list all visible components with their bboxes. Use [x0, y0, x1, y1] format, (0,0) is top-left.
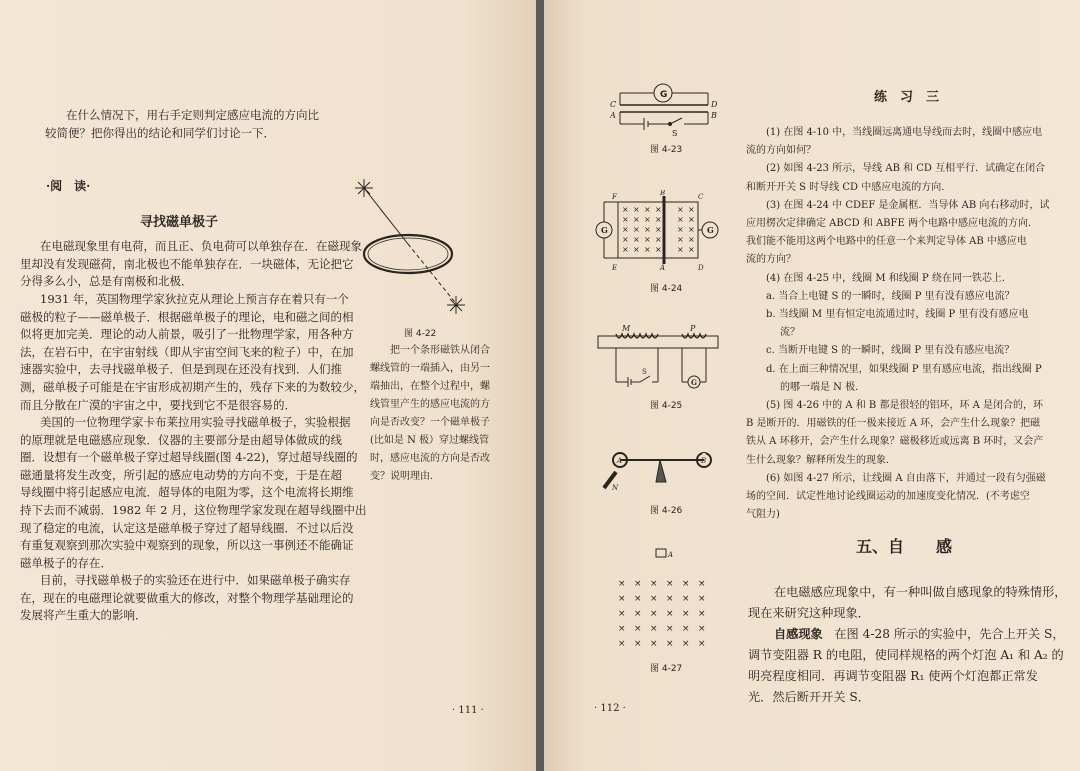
field-x-mark: ×: [622, 225, 629, 234]
reading-label: ·阅 读·: [46, 179, 91, 193]
field-x-mark: ×: [622, 205, 629, 214]
field-x-mark: ×: [634, 609, 642, 619]
figure-4-23-caption: 图 4-23: [650, 145, 683, 155]
book-gutter: [536, 0, 544, 771]
field-x-mark: ×: [650, 639, 658, 649]
label-a: A: [668, 551, 674, 559]
text-line: 变？说明理由．: [370, 471, 440, 482]
field-x-mark: ×: [688, 225, 695, 234]
text-line: 螺线管的一端插入，由另一: [370, 363, 490, 374]
label-c: C: [698, 193, 704, 201]
field-x-mark: ×: [634, 579, 642, 589]
right-page: [544, 0, 1080, 771]
section-title: 五、自 感: [856, 537, 953, 556]
field-x-mark: ×: [688, 215, 695, 224]
field-x-mark: ×: [655, 245, 662, 254]
text-line: 铁从 A 环移开，会产生什么现象？磁极移近或远离 B 环时，又会产: [746, 436, 1044, 448]
text-line: 在，现在的电磁理论就要做重大的修改，对整个物理学基础理论的: [20, 590, 354, 605]
text-line: 较简便？把你得出的结论和同学们讨论一下．: [45, 125, 275, 140]
text-line: B 是断开的．用磁铁的任一极来接近 A 环，会产生什么现象？把磁: [746, 418, 1041, 430]
text-line: 在什么情况下，用右手定则判定感应电流的方向比: [66, 108, 319, 122]
figure-4-24-frame: [594, 190, 720, 272]
label-g: G: [691, 378, 697, 387]
field-x-mark: ×: [677, 245, 684, 254]
field-x-mark: ×: [650, 609, 658, 619]
switch-s-icon: [640, 376, 650, 382]
field-x-mark: ×: [622, 245, 629, 254]
superconducting-ring: [364, 235, 452, 273]
exercise-title: 练 习 三: [874, 90, 940, 105]
text-line: 磁极的粒子——磁单极子．根据磁单极子的理论，电和磁之间的相: [20, 309, 354, 324]
label-a: A: [617, 457, 623, 465]
text-line: 分得多么小，总是有南极和北极．: [20, 274, 193, 289]
field-x-mark: ×: [644, 205, 651, 214]
field-x-mark: ×: [666, 609, 674, 619]
text-line: 持下去而不减弱．1982 年 2 月，这位物理学家发现在超导线圈中出: [20, 502, 367, 517]
field-x-mark: ×: [682, 609, 690, 619]
intro-question: [45, 107, 326, 142]
field-x-mark: ×: [644, 215, 651, 224]
figure-4-25-caption: 图 4-25: [650, 401, 683, 411]
page-number: · 112 ·: [594, 703, 626, 714]
label-g: G: [707, 225, 714, 235]
self-induction-intro: [748, 582, 1067, 624]
text-line: (5) 图 4-26 中的 A 和 B 都是很轻的铝环，环 A 是闭合的，环: [766, 400, 1044, 412]
figure-4-27-falling-coil: [614, 546, 714, 656]
text-line: a. 当合上电键 S 的一瞬时，线圈 P 里有没有感应电流？: [766, 290, 1015, 302]
label-s: S: [672, 129, 678, 138]
text-line: 法，在岩石中，在宇宙射线（即从宇宙空间飞来的粒子）中，在加: [20, 344, 354, 359]
figure-4-22-monopole-diagram: [348, 172, 468, 322]
field-x-mark: ×: [666, 639, 674, 649]
field-x-mark: ×: [655, 225, 662, 234]
magnetic-field-marks: [618, 579, 706, 649]
text-line: 调节变阻器 R 的电阻，使同样规格的两个灯泡 A₁ 和 A₂ 的: [748, 648, 1064, 662]
pivot-stand: [656, 460, 666, 482]
field-x-mark: ×: [688, 205, 695, 214]
field-x-mark: ×: [634, 594, 642, 604]
field-x-mark: ×: [698, 594, 706, 604]
text-line: 端抽出，在整个过程中，螺: [370, 381, 490, 392]
left-page: [0, 0, 536, 771]
text-line: 明亮程度相同．再调节变阻器 R₁ 使两个灯泡都正常发: [748, 669, 1038, 683]
label-a: A: [610, 111, 616, 120]
text-line: 线管里产生的感应电流的方: [370, 399, 490, 410]
text-line: 我们能不能用这两个电路中的任意一个来判定导体 AB 中感应电: [746, 236, 1027, 248]
text-line: (2) 如图 4-23 所示，导线 AB 和 CD 互相平行．试确定在闭合: [766, 163, 1046, 175]
label-g: G: [660, 90, 668, 100]
figure-4-25-coils: [594, 322, 724, 394]
text-line: 光．然后断开开关 S．: [748, 690, 870, 704]
field-x-mark: ×: [650, 579, 658, 589]
article-paragraph-1: [20, 238, 362, 291]
field-x-mark: ×: [698, 639, 706, 649]
field-x-mark: ×: [677, 215, 684, 224]
self-induction-paragraph: [748, 624, 1065, 708]
field-x-mark: ×: [634, 639, 642, 649]
text-line: d. 在上面三种情况里，如果线圈 P 里有感应电流，指出线圈 P: [766, 363, 1042, 375]
label-m: M: [622, 324, 631, 333]
text-line: 有重复观察到那次实验中观察到的现象，所以这一事例还不能确证: [20, 538, 354, 553]
field-x-mark: ×: [698, 579, 706, 589]
text-line: (3) 在图 4-24 中 CDEF 是金属框．当导体 AB 向右移动时，试: [766, 199, 1050, 211]
field-x-mark: ×: [698, 624, 706, 634]
label-b: B: [711, 111, 717, 120]
field-x-mark: ×: [666, 579, 674, 589]
label-g: G: [601, 225, 608, 235]
article-paragraph-4: [20, 572, 354, 625]
text-line: (4) 在图 4-25 中，线圈 M 和线圈 P 绕在同一铁芯上．: [766, 272, 1012, 284]
sidebar-question: [370, 342, 490, 486]
field-x-mark: ×: [618, 594, 626, 604]
text-line: 向是否改变？一个磁单极子: [370, 417, 490, 428]
text-line: 现了稳定的电流，认定这是磁单极子穿过了超导线圈．不过以后没: [20, 520, 354, 535]
label-e: E: [612, 264, 618, 272]
switch-s-icon: [670, 118, 682, 124]
field-x-mark: ×: [618, 639, 626, 649]
text-line: 测，磁单极子可能是在宇宙形成初期产生的，残存下来的为数较少，: [20, 379, 365, 394]
figure-4-27-caption: 图 4-27: [650, 664, 683, 674]
text-line: 磁通量将发生改变，所引起的感应电动势的方向不变，于是在超: [20, 467, 342, 482]
field-x-mark: ×: [688, 235, 695, 244]
label-p: P: [690, 324, 696, 333]
text-line: 的原理就是电磁感应现象．仪器的主要部分是由超导体做成的线: [20, 432, 342, 447]
text-line: (6) 如图 4-27 所示，让线圈 A 自由落下，并通过一段有匀强磁: [766, 472, 1046, 484]
field-x-mark: ×: [644, 245, 651, 254]
field-x-mark: ×: [618, 579, 626, 589]
field-x-mark: ×: [682, 594, 690, 604]
figure-4-26-caption: 图 4-26: [650, 506, 683, 516]
text-line: 在电磁现象里有电荷，而且正、负电荷可以单独存在．在磁现象: [40, 239, 362, 253]
text-line: 气阻力): [746, 509, 780, 521]
field-x-mark: ×: [682, 639, 690, 649]
field-x-mark: ×: [644, 225, 651, 234]
field-x-mark: ×: [633, 205, 640, 214]
field-x-mark: ×: [677, 205, 684, 214]
text-line: 圈．设想有一个磁单极子穿过超导线圈(图 4-22)，穿过超导线圈的: [20, 450, 358, 465]
text-line: 流？: [780, 327, 800, 339]
field-x-mark: ×: [666, 594, 674, 604]
field-x-mark: ×: [650, 624, 658, 634]
field-x-mark: ×: [634, 624, 642, 634]
text-line: 现在来研究这种现象．: [748, 606, 870, 620]
text-line: 发展将产生重大的影响．: [20, 608, 147, 623]
label-a: A: [660, 264, 666, 272]
text-line: c. 当断开电键 S 的一瞬时，线圈 P 里有没有感应电流？: [766, 345, 1015, 357]
figure-4-26-rings: [600, 442, 722, 498]
text-line: 生什么现象？解释所发生的现象．: [746, 454, 896, 466]
field-x-mark: ×: [655, 205, 662, 214]
text-line: 似将更加完美．理论的动人前景，吸引了一批物理学家，用各种方: [20, 327, 354, 342]
field-x-mark: ×: [633, 235, 640, 244]
field-x-mark: ×: [633, 215, 640, 224]
text-line: 场的空间．试定性地讨论线圈运动的加速度变化情况．(不考虑空: [746, 491, 1030, 503]
field-x-mark: ×: [688, 245, 695, 254]
coil-a: [656, 549, 666, 557]
field-x-mark: ×: [622, 215, 629, 224]
text-line: (比如是 N 极）穿过螺线管: [370, 435, 490, 446]
text-line: 流的方向？: [746, 254, 796, 266]
magnetic-field-marks: [622, 205, 695, 254]
label-n: N: [612, 484, 619, 492]
field-x-mark: ×: [622, 235, 629, 244]
label-b: B: [660, 190, 666, 197]
field-x-mark: ×: [677, 225, 684, 234]
label-d: D: [711, 100, 718, 109]
text-line: 而且分散在广漠的宇宙之中，要找到它不是很容易的．: [20, 397, 296, 412]
article-paragraph-3: [20, 414, 367, 572]
field-x-mark: ×: [644, 235, 651, 244]
figure-4-22-caption: 图 4-22: [404, 329, 437, 339]
text-line: 目前，寻找磁单极子的实验还在进行中．如果磁单极子确实存: [40, 573, 351, 587]
text-line: 磁单极子的存在．: [20, 555, 112, 570]
text-line: 里却没有发现磁荷，南北极也不能单独存在．一块磁体，无论把它: [20, 256, 354, 271]
label-b: B: [701, 457, 707, 465]
exercise-list: [746, 124, 1049, 524]
term-self-induction: 自感现象: [774, 627, 823, 641]
text-line: 在电磁感应现象中，有一种叫做自感现象的特殊情形，: [774, 585, 1067, 599]
field-x-mark: ×: [633, 225, 640, 234]
field-x-mark: ×: [655, 235, 662, 244]
field-x-mark: ×: [618, 624, 626, 634]
label-d: D: [698, 264, 704, 272]
text-line: 和断开开关 S 时导线 CD 中感应电流的方向．: [746, 181, 952, 193]
label-s: S: [642, 368, 647, 376]
text-line: 应用楞次定律确定 ABCD 和 ABFE 两个电路中感应电流的方向．: [746, 218, 1038, 230]
text-line: 美国的一位物理学家卡布莱拉用实验寻找磁单极子，实验根据: [40, 415, 351, 429]
text-line: (1) 在图 4-10 中，当线圈远离通电导线而去时，线圈中感应电: [766, 127, 1043, 138]
field-x-mark: ×: [677, 235, 684, 244]
field-x-mark: ×: [698, 609, 706, 619]
text-line: 在图 4-28 所示的实验中，先合上开关 S，: [834, 627, 1065, 641]
text-line: 速器实验中，去寻找磁单极子．但是到现在还没有找到．人们推: [20, 362, 342, 377]
field-x-mark: ×: [618, 609, 626, 619]
article-paragraph-2: [20, 291, 365, 414]
figure-4-23-circuit: [610, 80, 720, 138]
figure-4-24-caption: 图 4-24: [650, 284, 683, 294]
page-number: · 111 ·: [452, 705, 484, 716]
monopole-star-icon: [355, 179, 373, 197]
field-x-mark: ×: [666, 624, 674, 634]
text-line: 把一个条形磁铁从闭合: [390, 345, 490, 356]
text-line: 时，感应电流的方向是否改: [370, 453, 490, 464]
article-title: 寻找磁单极子: [140, 215, 219, 230]
text-line: b. 当线圈 M 里有恒定电流通过时，线圈 P 里有没有感应电: [766, 309, 1029, 321]
text-line: 的哪一端是 N 极．: [780, 381, 866, 393]
field-x-mark: ×: [655, 215, 662, 224]
field-x-mark: ×: [682, 579, 690, 589]
monopole-star-icon: [447, 296, 465, 314]
label-c: C: [610, 100, 617, 109]
text-line: 1931 年，英国物理学家狄拉克从理论上预言存在着只有一个: [40, 292, 349, 306]
iron-core: [598, 336, 718, 348]
text-line: 流的方向如何？: [746, 145, 816, 157]
field-x-mark: ×: [650, 594, 658, 604]
field-x-mark: ×: [682, 624, 690, 634]
label-f: F: [612, 193, 617, 201]
text-line: 导线圈中将引起感应电流．超导体的电阻为零，这个电流将长期维: [20, 485, 354, 500]
field-x-mark: ×: [633, 245, 640, 254]
